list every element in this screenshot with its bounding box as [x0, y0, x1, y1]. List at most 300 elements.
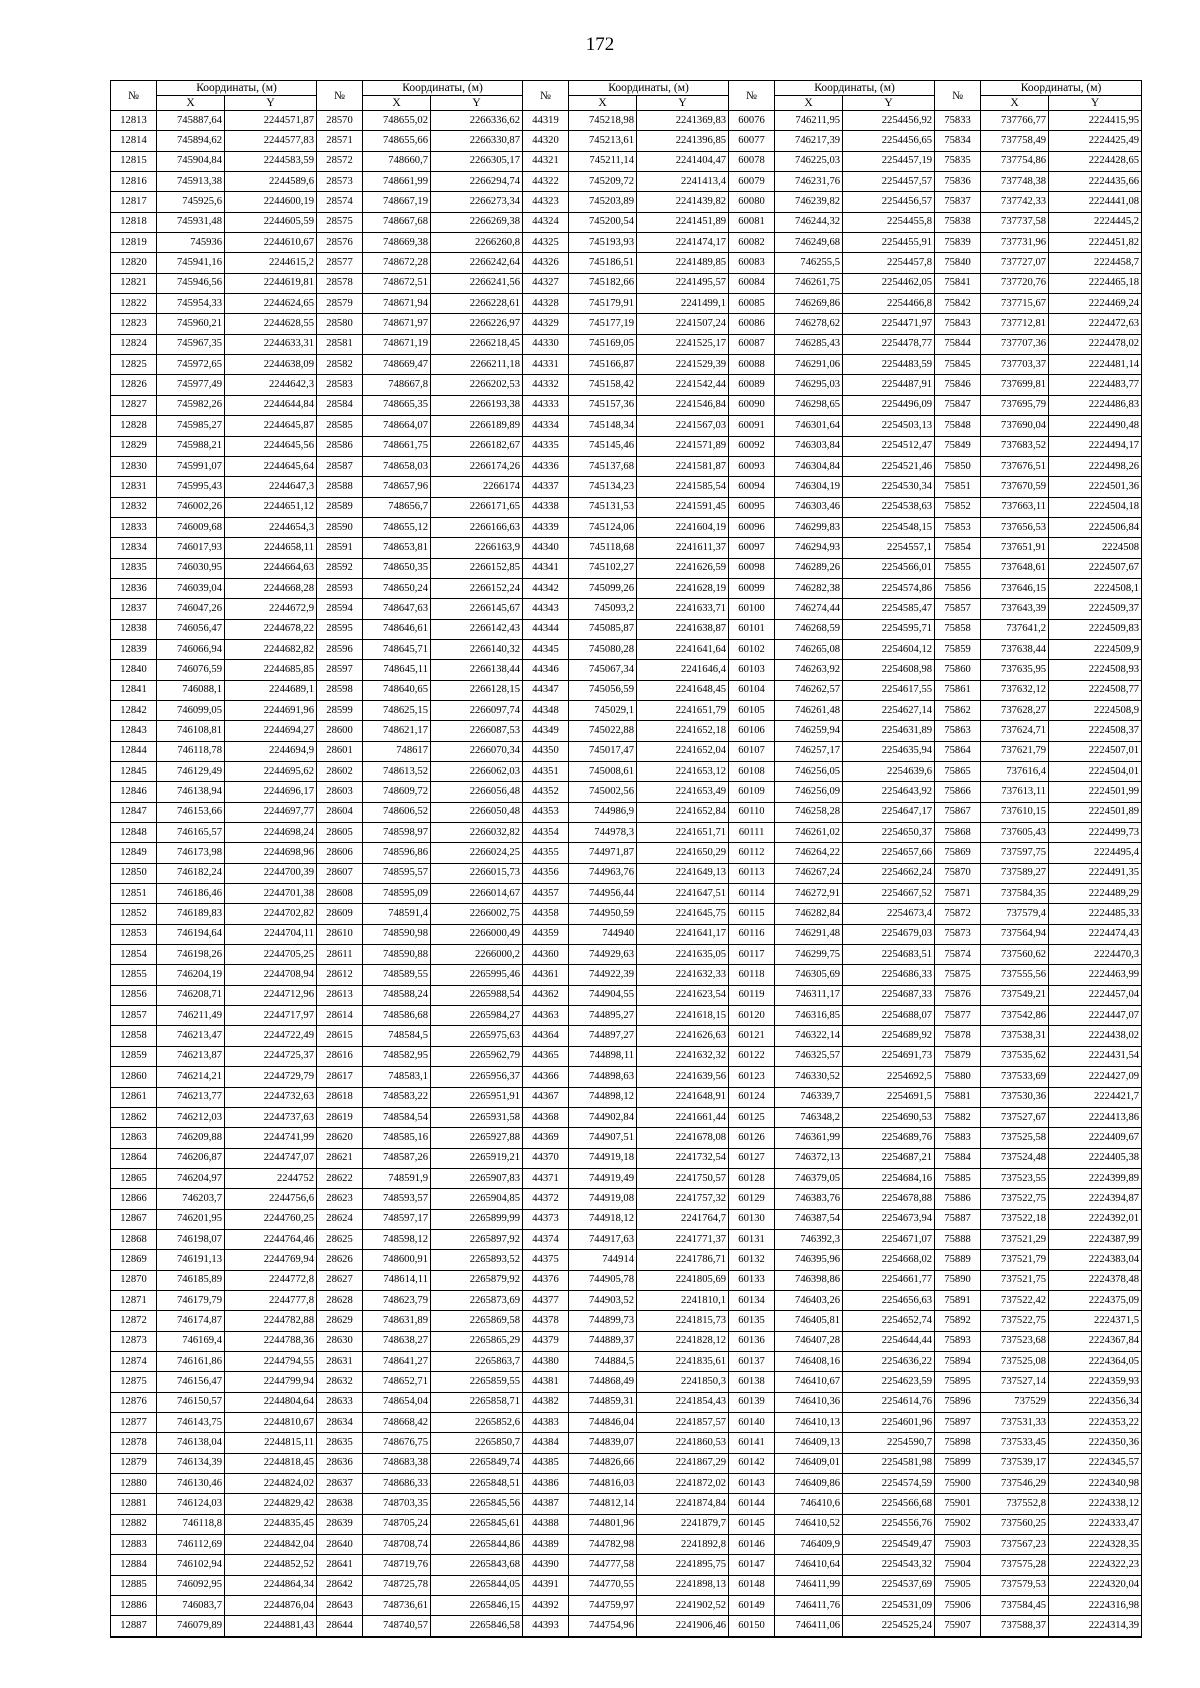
- table-row: [111, 985, 1142, 1005]
- point-number: 75890: [935, 1270, 981, 1290]
- y-coordinate: 2265844,05: [431, 1575, 523, 1595]
- point-number: 28633: [317, 1392, 363, 1412]
- y-coordinate: 2254636,22: [843, 1351, 935, 1371]
- point-number: 60082: [729, 233, 775, 253]
- y-coordinate: 2224413,86: [1049, 1107, 1142, 1127]
- x-coordinate: 737731,96: [981, 233, 1049, 253]
- point-number: 12867: [111, 1209, 157, 1229]
- x-coordinate: 737643,39: [981, 599, 1049, 619]
- y-coordinate: 2266128,15: [431, 680, 523, 700]
- table-row: [111, 1128, 1142, 1148]
- point-number: 60122: [729, 1046, 775, 1066]
- point-number: 12831: [111, 477, 157, 497]
- x-coordinate: 746092,95: [157, 1575, 225, 1595]
- y-coordinate: 2244695,62: [225, 762, 317, 782]
- y-coordinate: 2244824,02: [225, 1474, 317, 1494]
- y-coordinate: 2224491,35: [1049, 863, 1142, 883]
- table-row: [111, 762, 1142, 782]
- x-coordinate: 745931,48: [157, 212, 225, 232]
- point-number: 44341: [523, 558, 569, 578]
- point-number: 75873: [935, 924, 981, 944]
- point-number: 28581: [317, 334, 363, 354]
- point-number: 44362: [523, 985, 569, 1005]
- y-coordinate: 2241581,87: [637, 456, 729, 476]
- y-coordinate: 2265927,88: [431, 1128, 523, 1148]
- x-coordinate: 745022,88: [569, 721, 637, 741]
- y-coordinate: 2244799,94: [225, 1372, 317, 1392]
- x-coordinate: 737530,36: [981, 1087, 1049, 1107]
- x-coordinate: 748600,91: [363, 1250, 431, 1270]
- point-number: 44373: [523, 1209, 569, 1229]
- point-number: 75863: [935, 721, 981, 741]
- point-number: 75868: [935, 823, 981, 843]
- y-coordinate: 2265873,69: [431, 1290, 523, 1310]
- y-coordinate: 2224428,65: [1049, 151, 1142, 171]
- y-coordinate: 2244696,17: [225, 782, 317, 802]
- table-row: [111, 1331, 1142, 1351]
- point-number: 75866: [935, 782, 981, 802]
- x-coordinate: 737538,31: [981, 1026, 1049, 1046]
- y-coordinate: 2254691,73: [843, 1046, 935, 1066]
- x-coordinate: 744978,3: [569, 823, 637, 843]
- point-number: 28582: [317, 355, 363, 375]
- point-number: 12840: [111, 660, 157, 680]
- x-coordinate: 745182,66: [569, 273, 637, 293]
- y-coordinate: 2241641,64: [637, 639, 729, 659]
- y-coordinate: 2266228,61: [431, 294, 523, 314]
- x-coordinate: 748641,27: [363, 1351, 431, 1371]
- x-coordinate: 745200,54: [569, 212, 637, 232]
- x-coordinate: 746206,87: [157, 1148, 225, 1168]
- x-coordinate: 746076,59: [157, 660, 225, 680]
- x-coordinate: 737621,79: [981, 741, 1049, 761]
- y-coordinate: 2266269,38: [431, 212, 523, 232]
- point-number: 75850: [935, 456, 981, 476]
- y-coordinate: 2254548,15: [843, 517, 935, 537]
- y-coordinate: 2224371,5: [1049, 1311, 1142, 1331]
- point-number: 60078: [729, 151, 775, 171]
- point-number: 12864: [111, 1148, 157, 1168]
- y-coordinate: 2241651,71: [637, 823, 729, 843]
- point-number: 12815: [111, 151, 157, 171]
- x-coordinate: 746211,49: [157, 1006, 225, 1026]
- point-number: 75852: [935, 497, 981, 517]
- y-coordinate: 2265897,92: [431, 1229, 523, 1249]
- y-coordinate: 2241585,54: [637, 477, 729, 497]
- x-coordinate: 737525,08: [981, 1351, 1049, 1371]
- point-number: 12837: [111, 599, 157, 619]
- point-number: 44385: [523, 1453, 569, 1473]
- x-coordinate: 745887,64: [157, 111, 225, 131]
- y-coordinate: 2224489,29: [1049, 884, 1142, 904]
- y-coordinate: 2241898,13: [637, 1575, 729, 1595]
- x-coordinate: 737616,4: [981, 762, 1049, 782]
- point-number: 12842: [111, 700, 157, 720]
- point-number: 60123: [729, 1067, 775, 1087]
- x-coordinate: 746411,06: [775, 1616, 843, 1637]
- point-number: 12880: [111, 1474, 157, 1494]
- point-number: 75875: [935, 965, 981, 985]
- y-coordinate: 2244769,94: [225, 1250, 317, 1270]
- x-coordinate: 746017,93: [157, 538, 225, 558]
- y-coordinate: 2241815,73: [637, 1311, 729, 1331]
- x-coordinate: 748583,22: [363, 1087, 431, 1107]
- x-coordinate: 746410,13: [775, 1413, 843, 1433]
- x-coordinate: 746372,13: [775, 1148, 843, 1168]
- x-coordinate: 737549,21: [981, 985, 1049, 1005]
- x-coordinate: 737564,94: [981, 924, 1049, 944]
- point-number: 44391: [523, 1575, 569, 1595]
- point-number: 60144: [729, 1494, 775, 1514]
- x-coordinate: 737531,33: [981, 1413, 1049, 1433]
- table-row: [111, 741, 1142, 761]
- table-row: [111, 904, 1142, 924]
- point-number: 12869: [111, 1250, 157, 1270]
- y-coordinate: 2224508,37: [1049, 721, 1142, 741]
- y-coordinate: 2254574,59: [843, 1474, 935, 1494]
- y-coordinate: 2244842,04: [225, 1535, 317, 1555]
- table-row: [111, 456, 1142, 476]
- point-number: 28628: [317, 1290, 363, 1310]
- x-coordinate: 748740,57: [363, 1616, 431, 1637]
- point-number: 12818: [111, 212, 157, 232]
- x-coordinate: 746112,69: [157, 1535, 225, 1555]
- x-coordinate: 737663,11: [981, 497, 1049, 517]
- y-coordinate: 2244818,45: [225, 1453, 317, 1473]
- x-coordinate: 748587,26: [363, 1148, 431, 1168]
- point-number: 60105: [729, 700, 775, 720]
- x-coordinate: 748645,71: [363, 639, 431, 659]
- y-coordinate: 2265850,7: [431, 1433, 523, 1453]
- x-coordinate: 737560,25: [981, 1514, 1049, 1534]
- table-row: [111, 884, 1142, 904]
- point-number: 44357: [523, 884, 569, 904]
- y-coordinate: 2266182,67: [431, 436, 523, 456]
- table-row: [111, 1148, 1142, 1168]
- x-coordinate: 744895,27: [569, 1006, 637, 1026]
- point-number: 75892: [935, 1311, 981, 1331]
- y-coordinate: 2266000,2: [431, 945, 523, 965]
- point-number: 28627: [317, 1270, 363, 1290]
- point-number: 75896: [935, 1392, 981, 1412]
- y-coordinate: 2266152,24: [431, 578, 523, 598]
- y-coordinate: 2265962,79: [431, 1046, 523, 1066]
- point-number: 44324: [523, 212, 569, 232]
- x-coordinate: 737641,2: [981, 619, 1049, 639]
- table-row: [111, 1392, 1142, 1412]
- point-number: 75878: [935, 1026, 981, 1046]
- y-coordinate: 2254512,47: [843, 436, 935, 456]
- y-coordinate: 2241525,17: [637, 334, 729, 354]
- x-coordinate: 746330,52: [775, 1067, 843, 1087]
- point-number: 44381: [523, 1372, 569, 1392]
- y-coordinate: 2265848,51: [431, 1474, 523, 1494]
- point-number: 60137: [729, 1351, 775, 1371]
- point-number: 60099: [729, 578, 775, 598]
- y-coordinate: 2241651,79: [637, 700, 729, 720]
- point-number: 12825: [111, 355, 157, 375]
- y-coordinate: 2266138,44: [431, 660, 523, 680]
- x-coordinate: 746285,43: [775, 334, 843, 354]
- point-number: 75859: [935, 639, 981, 659]
- y-coordinate: 2241611,37: [637, 538, 729, 558]
- x-coordinate: 745067,34: [569, 660, 637, 680]
- point-number: 12839: [111, 639, 157, 659]
- point-number: 75887: [935, 1209, 981, 1229]
- y-coordinate: 2244705,25: [225, 945, 317, 965]
- header-y: Y: [1049, 96, 1142, 111]
- x-coordinate: 748590,98: [363, 924, 431, 944]
- point-number: 44335: [523, 436, 569, 456]
- y-coordinate: 2244664,63: [225, 558, 317, 578]
- x-coordinate: 746165,57: [157, 823, 225, 843]
- y-coordinate: 2224508,77: [1049, 680, 1142, 700]
- x-coordinate: 744839,07: [569, 1433, 637, 1453]
- y-coordinate: 2265865,29: [431, 1331, 523, 1351]
- table-row: [111, 924, 1142, 944]
- y-coordinate: 2254537,69: [843, 1575, 935, 1595]
- point-number: 44351: [523, 762, 569, 782]
- point-number: 12859: [111, 1046, 157, 1066]
- y-coordinate: 2244619,81: [225, 273, 317, 293]
- x-coordinate: 746410,6: [775, 1494, 843, 1514]
- y-coordinate: 2224367,84: [1049, 1331, 1142, 1351]
- x-coordinate: 745995,43: [157, 477, 225, 497]
- y-coordinate: 2266152,85: [431, 558, 523, 578]
- y-coordinate: 2266070,34: [431, 741, 523, 761]
- y-coordinate: 2241645,75: [637, 904, 729, 924]
- point-number: 28635: [317, 1433, 363, 1453]
- point-number: 75876: [935, 985, 981, 1005]
- y-coordinate: 2241604,19: [637, 517, 729, 537]
- y-coordinate: 2265951,91: [431, 1087, 523, 1107]
- x-coordinate: 746083,7: [157, 1596, 225, 1616]
- y-coordinate: 2241652,18: [637, 721, 729, 741]
- x-coordinate: 737628,27: [981, 700, 1049, 720]
- x-coordinate: 746209,88: [157, 1128, 225, 1148]
- point-number: 44361: [523, 965, 569, 985]
- point-number: 75888: [935, 1229, 981, 1249]
- point-number: 60133: [729, 1270, 775, 1290]
- x-coordinate: 737707,36: [981, 334, 1049, 354]
- table-row: [111, 1453, 1142, 1473]
- y-coordinate: 2241652,84: [637, 802, 729, 822]
- point-number: 12817: [111, 192, 157, 212]
- x-coordinate: 737552,8: [981, 1494, 1049, 1514]
- table-row: [111, 1311, 1142, 1331]
- y-coordinate: 2241892,8: [637, 1535, 729, 1555]
- point-number: 44376: [523, 1270, 569, 1290]
- y-coordinate: 2244747,07: [225, 1148, 317, 1168]
- x-coordinate: 748591,9: [363, 1168, 431, 1188]
- point-number: 60113: [729, 863, 775, 883]
- table-row: [111, 477, 1142, 497]
- point-number: 28593: [317, 578, 363, 598]
- x-coordinate: 745186,51: [569, 253, 637, 273]
- x-coordinate: 745118,68: [569, 538, 637, 558]
- x-coordinate: 745131,53: [569, 497, 637, 517]
- x-coordinate: 746129,49: [157, 762, 225, 782]
- point-number: 28605: [317, 823, 363, 843]
- point-number: 44331: [523, 355, 569, 375]
- table-row: [111, 680, 1142, 700]
- x-coordinate: 746272,91: [775, 884, 843, 904]
- point-number: 44363: [523, 1006, 569, 1026]
- table-row: [111, 1413, 1142, 1433]
- point-number: 12855: [111, 965, 157, 985]
- x-coordinate: 745179,91: [569, 294, 637, 314]
- point-number: 28606: [317, 843, 363, 863]
- point-number: 28643: [317, 1596, 363, 1616]
- point-number: 75840: [935, 253, 981, 273]
- table-header: [111, 81, 1142, 111]
- point-number: 60094: [729, 477, 775, 497]
- x-coordinate: 745002,56: [569, 782, 637, 802]
- y-coordinate: 2241850,3: [637, 1372, 729, 1392]
- y-coordinate: 2244615,2: [225, 253, 317, 273]
- y-coordinate: 2244642,3: [225, 375, 317, 395]
- point-number: 44378: [523, 1311, 569, 1331]
- x-coordinate: 737546,29: [981, 1474, 1049, 1494]
- y-coordinate: 2254639,6: [843, 762, 935, 782]
- point-number: 44330: [523, 334, 569, 354]
- x-coordinate: 746213,87: [157, 1046, 225, 1066]
- y-coordinate: 2224364,05: [1049, 1351, 1142, 1371]
- point-number: 44339: [523, 517, 569, 537]
- point-number: 12877: [111, 1413, 157, 1433]
- y-coordinate: 2265931,58: [431, 1107, 523, 1127]
- point-number: 44368: [523, 1107, 569, 1127]
- y-coordinate: 2244698,24: [225, 823, 317, 843]
- x-coordinate: 746303,84: [775, 436, 843, 456]
- y-coordinate: 2224421,7: [1049, 1087, 1142, 1107]
- y-coordinate: 2244722,49: [225, 1026, 317, 1046]
- header-number: №: [111, 81, 157, 111]
- point-number: 44345: [523, 639, 569, 659]
- y-coordinate: 2254455,91: [843, 233, 935, 253]
- y-coordinate: 2254530,34: [843, 477, 935, 497]
- point-number: 60097: [729, 538, 775, 558]
- point-number: 12881: [111, 1494, 157, 1514]
- point-number: 28619: [317, 1107, 363, 1127]
- point-number: 60080: [729, 192, 775, 212]
- y-coordinate: 2254487,91: [843, 375, 935, 395]
- x-coordinate: 746194,64: [157, 924, 225, 944]
- x-coordinate: 746383,76: [775, 1189, 843, 1209]
- point-number: 60104: [729, 680, 775, 700]
- point-number: 28594: [317, 599, 363, 619]
- x-coordinate: 745017,47: [569, 741, 637, 761]
- x-coordinate: 737579,4: [981, 904, 1049, 924]
- x-coordinate: 746409,13: [775, 1433, 843, 1453]
- y-coordinate: 2241567,03: [637, 416, 729, 436]
- y-coordinate: 2244689,1: [225, 680, 317, 700]
- y-coordinate: 2244772,8: [225, 1270, 317, 1290]
- y-coordinate: 2241542,44: [637, 375, 729, 395]
- x-coordinate: 745193,93: [569, 233, 637, 253]
- x-coordinate: 746138,04: [157, 1433, 225, 1453]
- x-coordinate: 746261,48: [775, 700, 843, 720]
- point-number: 75903: [935, 1535, 981, 1555]
- x-coordinate: 745218,98: [569, 111, 637, 131]
- y-coordinate: 2241646,4: [637, 660, 729, 680]
- x-coordinate: 737742,33: [981, 192, 1049, 212]
- x-coordinate: 746108,81: [157, 721, 225, 741]
- y-coordinate: 2224350,36: [1049, 1433, 1142, 1453]
- x-coordinate: 744782,98: [569, 1535, 637, 1555]
- y-coordinate: 2244668,28: [225, 578, 317, 598]
- x-coordinate: 748645,11: [363, 660, 431, 680]
- x-coordinate: 748591,4: [363, 904, 431, 924]
- y-coordinate: 2266193,38: [431, 395, 523, 415]
- point-number: 44322: [523, 172, 569, 192]
- y-coordinate: 2224483,77: [1049, 375, 1142, 395]
- point-number: 28613: [317, 985, 363, 1005]
- x-coordinate: 746130,46: [157, 1474, 225, 1494]
- y-coordinate: 2244729,79: [225, 1067, 317, 1087]
- x-coordinate: 748652,71: [363, 1372, 431, 1392]
- header-coordinates: Координаты, (м): [569, 81, 729, 96]
- point-number: 75906: [935, 1596, 981, 1616]
- table-row: [111, 273, 1142, 293]
- x-coordinate: 746301,64: [775, 416, 843, 436]
- x-coordinate: 737632,12: [981, 680, 1049, 700]
- x-coordinate: 737715,67: [981, 294, 1049, 314]
- point-number: 60091: [729, 416, 775, 436]
- x-coordinate: 746185,89: [157, 1270, 225, 1290]
- y-coordinate: 2224441,08: [1049, 192, 1142, 212]
- point-number: 12836: [111, 578, 157, 598]
- point-number: 12861: [111, 1087, 157, 1107]
- y-coordinate: 2266062,03: [431, 762, 523, 782]
- table-row: [111, 253, 1142, 273]
- y-coordinate: 2266140,32: [431, 639, 523, 659]
- table-row: [111, 1535, 1142, 1555]
- x-coordinate: 744918,12: [569, 1209, 637, 1229]
- x-coordinate: 737656,53: [981, 517, 1049, 537]
- x-coordinate: 745991,07: [157, 456, 225, 476]
- header-x: X: [775, 96, 843, 111]
- table-row: [111, 1616, 1142, 1637]
- table-row: [111, 619, 1142, 639]
- y-coordinate: 2224378,48: [1049, 1270, 1142, 1290]
- x-coordinate: 746030,95: [157, 558, 225, 578]
- y-coordinate: 2244658,11: [225, 538, 317, 558]
- table-row: [111, 863, 1142, 883]
- x-coordinate: 746079,89: [157, 1616, 225, 1637]
- y-coordinate: 2254650,37: [843, 823, 935, 843]
- y-coordinate: 2265852,6: [431, 1413, 523, 1433]
- y-coordinate: 2241546,84: [637, 395, 729, 415]
- y-coordinate: 2244600,19: [225, 192, 317, 212]
- point-number: 75856: [935, 578, 981, 598]
- point-number: 28603: [317, 782, 363, 802]
- point-number: 28610: [317, 924, 363, 944]
- point-number: 12820: [111, 253, 157, 273]
- x-coordinate: 744940: [569, 924, 637, 944]
- y-coordinate: 2266142,43: [431, 619, 523, 639]
- x-coordinate: 748590,88: [363, 945, 431, 965]
- point-number: 28615: [317, 1026, 363, 1046]
- point-number: 60114: [729, 884, 775, 904]
- y-coordinate: 2224415,95: [1049, 111, 1142, 131]
- point-number: 75838: [935, 212, 981, 232]
- point-number: 75843: [935, 314, 981, 334]
- x-coordinate: 745099,26: [569, 578, 637, 598]
- point-number: 28625: [317, 1229, 363, 1249]
- point-number: 28572: [317, 151, 363, 171]
- point-number: 75882: [935, 1107, 981, 1127]
